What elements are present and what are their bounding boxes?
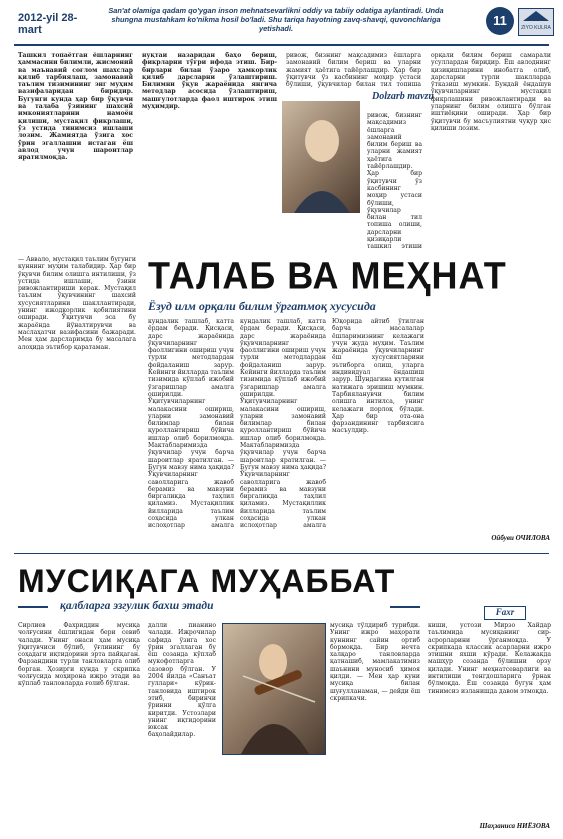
article1-body-col3: Юқорида айтиб ўтилган барча масалалар ёшларимизнинг келажаги учун жуда муҳим. Таълим жараёнида ўқувчиларнинг ёш хусусиятларини эътиборга олиш, уларга индивидуал ёндашиш зарур. Шундагина кутилган натижага эришиш мумкин. Тарбияланувчи билим олишга интилса, унинг келажаги порлоқ бўлади. Ҳар бир ота-она фарзандининг тарбиясига масъулдир. bbox=[332, 318, 424, 435]
article1-portrait-photo bbox=[282, 101, 360, 213]
portrait-figure-icon bbox=[282, 101, 360, 213]
subheadline-rule-left bbox=[18, 606, 48, 608]
article1-body-col1: кундалик ташлаб, катта ёрдам беради. Қисқаси, дарс жараёнида ўқувчиларнинг фаоллигини ошириш учун турли методлардан фойдаланиш зарур. Кейинги йилларда таълим тизимида кўплаб ижобий ўзгаришлар амалга оширилди. Ўқитувчиларнинг малакасини ошириш, уларни замонавий билимлар билан қуроллантириш бўйича ишлар олиб борилмоқда. Мактабларимизда ўқувчилар учун барча шароитлар яратилган. — Бугун мавзу нима ҳақида? Ўқувчиларнинг саволларига жавоб берамиз ва мавзуни биргаликда таҳлил қиламиз. Мустақиллик йилларида таълим соҳасида улкан ислоҳотлар амалга bbox=[148, 318, 234, 530]
rubric-label-faxr: Faxr bbox=[484, 606, 526, 620]
violinist-figure-icon bbox=[223, 624, 325, 754]
article1-subheadline: Ёзуд илм орқали билим ўргатмоқ хусусида bbox=[148, 299, 376, 313]
logo-emblem-icon bbox=[519, 9, 553, 23]
newspaper-logo bbox=[518, 8, 554, 36]
article2-subheadline: қалбларга эзгулик бахш этади bbox=[60, 600, 214, 612]
article2-col1: Сирлиев Фахриддин мусиқа чолғусини ёшлигидан бери севиб чалади. Унинг онаси ҳам мусиқа ўқитувчиси бўлиб, ўғлининг бу соҳадаги иқтидорини эрта пайқаган. Фарзандини турли танловларга олиб борган. Ҳозирги кунда у скрипка чолғусида моҳирона ижро этади ва кўплаб танловларда ғолиб бўлган. bbox=[18, 622, 140, 688]
article2-col3: мусиқа тўлдириб турибди. Унинг ижро маҳорати куннинг сайин ортиб бормоқда. Бир нечта халқаро танловларда қатнашиб, мамлакатимиз шаънини муносиб ҳимоя қилди. — Мен ҳар куни мусиқа билан шуғулланаман, — дейди ёш скрипкачи. bbox=[330, 622, 420, 702]
logo-text: ZIYO KULRA bbox=[521, 25, 551, 31]
article1-author: Ойбуви ОЧИЛОВА bbox=[491, 534, 550, 542]
page-header bbox=[0, 0, 563, 50]
rubric-label: Dolzarb mavzu bbox=[372, 91, 434, 102]
article2-author: Шаҳзаниса НИЁЗОВА bbox=[479, 822, 550, 830]
page-number: 11 bbox=[486, 7, 514, 35]
section-divider bbox=[14, 553, 549, 554]
article1-intro: Ташкил топаётган ёшларнинг ҳаммасини билимли, жисмоний ва маънавий соғлом шахслар қилиб тарбиялаш, замонавий таълим тизимининг энг муҳим вазифаларидан биридир. Бугунги кунда ҳар бир ўқувчи ва талаба ўзининг шахсий имкониятларини намоён қилиши, мустақил фикрлаши, ўз устида тинимсиз ишлаши лозим. Жамиятда ўзига хос ўрин эгаллашни истаган ёш авлод учун шароитлар яратилмоқда. bbox=[18, 52, 133, 162]
article2-violinist-photo bbox=[222, 623, 326, 755]
article2-col4: киши, устози Мирзо Хайдар таълимида мусиқанинг сир-асрорларини ўрганмоқда. У скрипкада классик асарларни ижро этишни яхши кўради. Келажакда машҳур созанда бўлишни орзу қилади. Унинг меҳнатсеварлиги ва интилиши тенгдошларига ўрнак бўлмоқда. Ёш созанда бугун ҳам тинимсиз изланишда давом этмоқда. bbox=[428, 622, 551, 695]
header-rule bbox=[14, 44, 549, 46]
article1-sidebar: — Аввало, мустақил таълим бугунги куннинг муҳим талабидир. Ҳар бир ўқувчи билим олишга интилиши, ўз устида ишлаши, ўзини ривожлантириши керак. Мустақил таълим ўқувчининг шахсий хусусиятларини шакллантиради, унинг ижодкорлик қобилиятини оширади. Ўқитувчи эса бу жараёнда йўналтирувчи ва маслаҳатчи вазифасини бажаради. Мен ҳам дарсларимда бу масалага алоҳида эътибор қаратаман. bbox=[18, 256, 136, 351]
article2-col2: далли пианино чалади. Ижрочилар сафида ўзига хос ўрин эгаллаган бу ёш созанда кўплаб мукофотларга сазовор бўлган. У 2004 йилда «Санъат гуллари» кўрик-танловида иштирок этиб, биринчи ўринни қўлга киритди. Устозлари унинг иқтидорини юксак баҳолайдилар. bbox=[148, 622, 216, 739]
article1-headline: ТАЛАБ ВА МЕҲНАТ bbox=[148, 253, 507, 297]
article1-col2: нуқтаи назаридан баҳо бериш, фикрларни тўғри ифода этиш. Бир-бирлари билан ўзаро ҳамкорлик қилиб дарсларни ўзлаштириш. Билимни ўқув жараёнида янгича методлар асосида ўзлаштириш, машғулотларда фаол иштирок этиш муҳимдир. bbox=[142, 52, 277, 111]
article1-col3: ривож, бизнинг мақсадимиз ёшларга замонавий билим бериш ва уларни жамият ҳаётига тайёрлашдир. Ҳар бир ўқитувчи ўз касбининг моҳир устаси бўлиши, ўқувчилар билан тил топиша bbox=[286, 52, 421, 88]
article2-headline: МУСИҚАГА МУҲАББАТ bbox=[18, 563, 396, 599]
article1-col3b: ривож, бизнинг мақсадимиз ёшларга замонавий билим бериш ва уларни жамият ҳаётига тайёрлашдир. Ҳар бир ўқитувчи ўз касбининг моҳир устаси бўлиши, ўқувчилар билан тил топиша олиши, дарсларни қизиқарли ташкил этиши bbox=[367, 112, 422, 250]
header-slogan: San'at olamiga qadam qo'ygan inson mehnatsevarlikni oddiy va tabiiy odatiga aylantiradi. Unda shungna mustahkam ko'nikma hosil bo'ladi. Shu tariqa hayotning zavq-shavqi, quvonchlariga yetishadi. bbox=[108, 6, 444, 33]
subheadline-rule-right bbox=[390, 606, 420, 608]
article1-col4: орқали билим бериш самарали усуллардан биридир. Ёш авлоднинг қизиқишларини инобатга олиб, дарсларни турли шаклларда ўтказиш мумкин. Бундай ёндашув ўқувчиларнинг мустақил фикрлашини ривожлантиради ва уларнинг билим олишга бўлган иштиёқини оширади. Ҳар бир ўқитувчи бу масъулиятни чуқур ҳис қилиши лозим. bbox=[431, 52, 551, 132]
article1-body-col2: кундалик ташлаб, катта ёрдам беради. Қисқаси, дарс жараёнида ўқувчиларнинг фаоллигини ошириш учун турли методлардан фойдаланиш зарур. Кейинги йилларда таълим тизимида кўплаб ижобий ўзгаришлар амалга оширилди. Ўқитувчиларнинг малакасини ошириш, уларни замонавий билимлар билан қуроллантириш бўйича ишлар олиб борилмоқда. Мактабларимизда ўқувчилар учун барча шароитлар яратилган. — Бугун мавзу нима ҳақида? Ўқувчиларнинг саволларига жавоб берамиз ва мавзуни биргаликда таҳлил қиламиз. Мустақиллик йилларида таълим соҳасида улкан ислоҳотлар амалга bbox=[240, 318, 326, 530]
issue-date: 2012-yil 28-mart bbox=[18, 12, 78, 36]
